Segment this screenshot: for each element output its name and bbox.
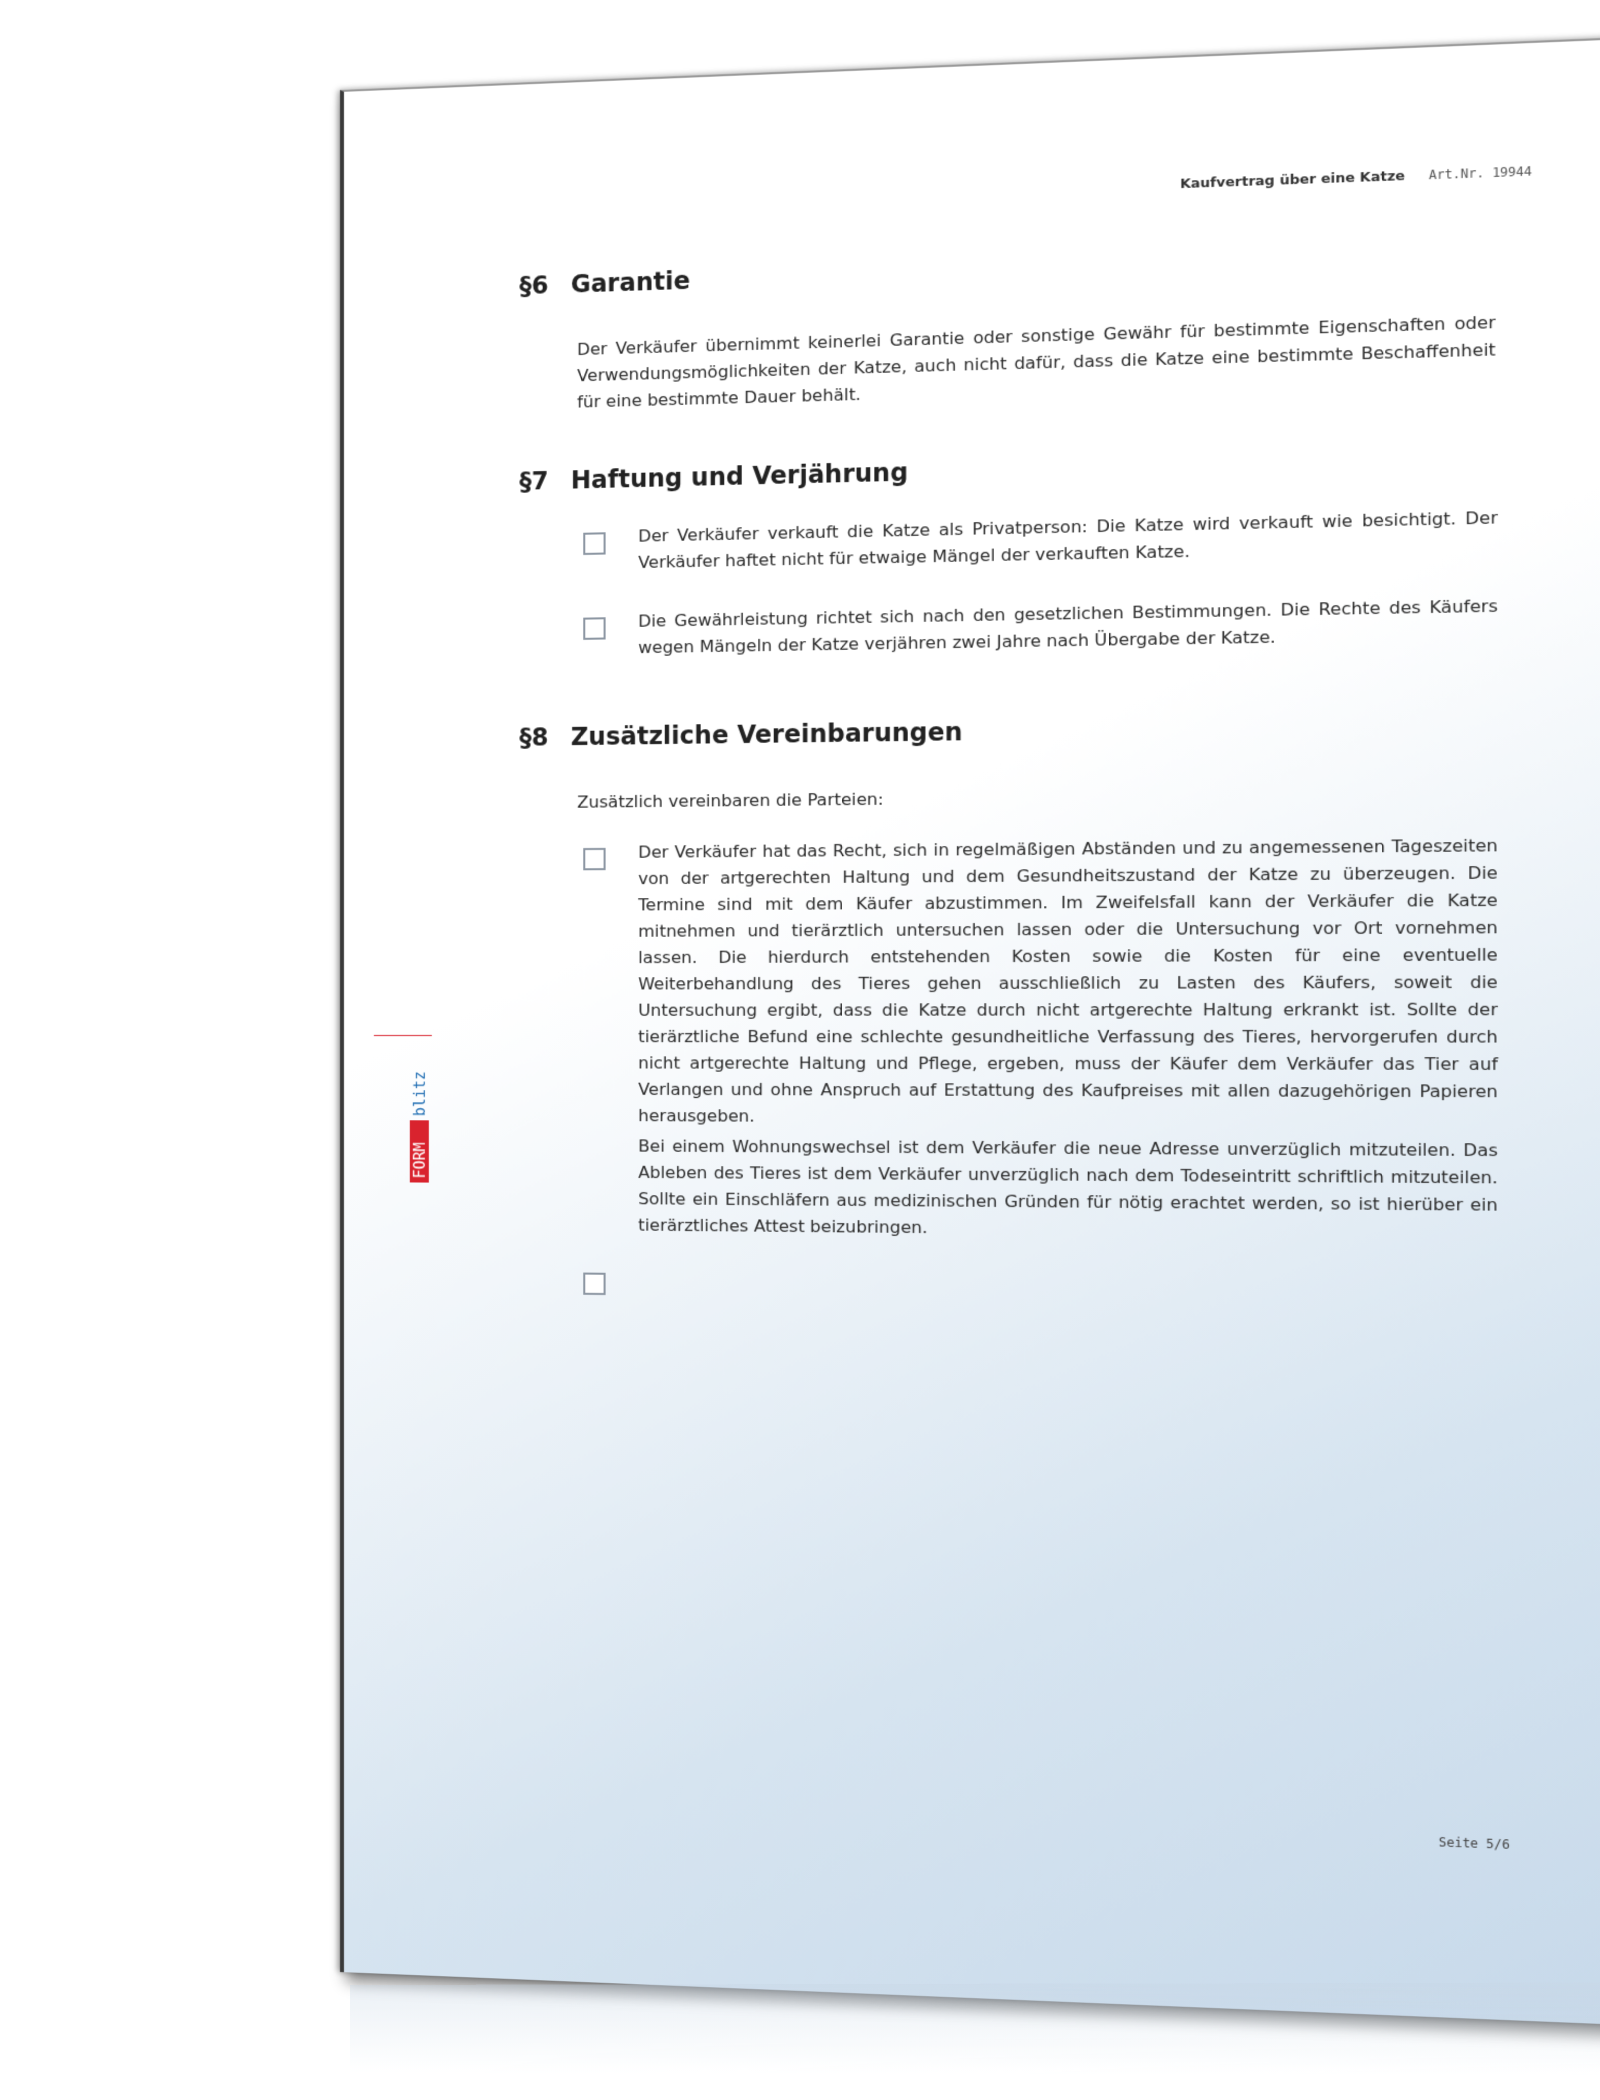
section-6-title: Garantie xyxy=(570,266,691,299)
section-7-heading xyxy=(519,458,908,496)
section-7-option2-text: Die Gewährleistung richtet sich nach den gesetzlichen Bestimmungen. Die Rechte des Käufers wegen Mängeln der Katze verjähren zwei Jahre nach Übergabe der Katze. xyxy=(638,596,1498,658)
section-8-title: Zusätzliche Vereinbarungen xyxy=(570,717,963,752)
section-6-heading xyxy=(519,266,690,300)
article-number: Art.Nr. 19944 xyxy=(1428,163,1532,183)
section-8-option2-checkbox[interactable] xyxy=(583,1273,605,1295)
page-header xyxy=(1180,164,1532,192)
section-8-heading xyxy=(519,718,962,752)
section-7-title: Haftung und Verjährung xyxy=(570,458,909,495)
section-7-number: §7 xyxy=(519,466,549,496)
document-page xyxy=(340,37,1600,2024)
section-7-option1-checkbox[interactable] xyxy=(583,532,605,555)
section-6-number: §6 xyxy=(519,271,549,301)
logo-text-form: FORM xyxy=(410,1142,429,1179)
section-8-option1-paragraph2: Bei einem Wohnungswechsel ist dem Verkäufer die neue Adresse unverzüglich mitzuteilen. Das Ableben des Tieres ist dem Verkäufer unverzüglich nach dem Todeseintritt schriftlich mitzuteilen. Sollte ein Einschläfern aus medizinischen Gründen für nötig erachtet werden, so ist hierüber ein tierärztliches Attest beizubringen. xyxy=(638,1136,1498,1238)
section-6-text: Der Verkäufer übernimmt keinerlei Garantie oder sonstige Gewähr für bestimmte Eigenschaften oder Verwendungsmöglichkeiten der Katze, auch nicht dafür, dass die Katze eine bestimmte Beschaffenheit für eine bestimmte Dauer behält. xyxy=(577,312,1496,412)
page-reflection xyxy=(350,1983,1600,2078)
section-8-option1-paragraph1: Der Verkäufer hat das Recht, sich in regelmäßigen Abständen und zu angemessenen Tageszeiten von der artgerechten Haltung und dem Gesundheitszustand der Katze zu überzeugen. Die Termine sind mit dem Käufer abzustimmen. Im Zweifelsfall kann der Verkäufer die Katze mitnehmen und tierärztlich untersuchen lassen oder die Untersuchung vor Ort vornehmen lassen. Die hierdurch entstehenden Kosten sowie die Kosten für eine eventuelle Weiterbehandlung des Tieres gehen ausschließlich zu Lasten des Käufers, soweit die Untersuchung ergibt, dass die Katze durch nicht artgerechte Haltung erkrankt ist. Sollte der tierärztliche Befund eine schlechte gesundheitliche Verfassung des Tieres, hervorgerufen durch nicht artgerechte Haltung und Pflege, ergeben, muss der Käufer dem Verkäufer das Tier auf Verlangen und ohne Anspruch auf Erstattung des Kaufpreises mit allen dazugehörigen Papieren herausgeben. xyxy=(638,835,1498,1126)
section-7-option2-checkbox[interactable] xyxy=(583,617,605,640)
formblitz-logo xyxy=(409,1032,431,1183)
document-title: Kaufvertrag über eine Katze xyxy=(1180,168,1405,193)
section-8-intro: Zusätzlich vereinbaren die Parteien: xyxy=(577,789,884,812)
logo-text-blitz: blitz xyxy=(410,1071,429,1117)
section-8-option1-checkbox[interactable] xyxy=(583,848,605,870)
section-7-option1-text: Der Verkäufer verkauft die Katze als Privatperson: Die Katze wird verkauft wie besichtigt. Der Verkäufer haftet nicht für etwaige Mängel der verkauften Katze. xyxy=(638,507,1498,573)
section-8-number: §8 xyxy=(519,723,549,752)
page-number: Seite 5/6 xyxy=(1438,1834,1510,1853)
